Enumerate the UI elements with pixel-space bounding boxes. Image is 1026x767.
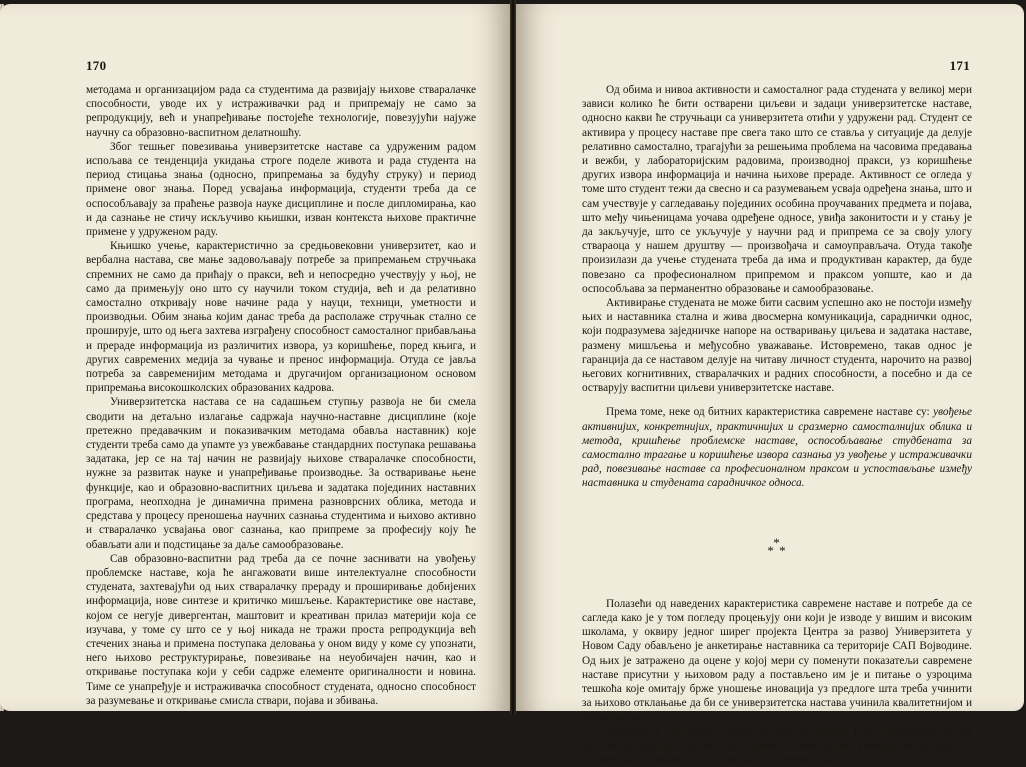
section-separator: * * *	[767, 534, 787, 558]
right-page	[516, 4, 1024, 766]
right-page-text	[582, 83, 972, 767]
paragraph: Универзитетска настава се на садашњем ступњу развоја не би смела сводити на детаљно излагање садржаја научно-наставне дисциплине (које претежно предавачким и показивачким методама обавља наставник) које студенти треба само да упамте уз увежбавање стандардних поступака решавања задатака, јер се на тај начин не развијају њихове стваралачке способности, нужне за развитак науке и унапређивање производње. За остваривање њене функције, као и образовно-васпитних циљева и задатака појединих наставних програма, неопходна је динамична примена разноврсних облика, метода и средстава у процесу преношења научних сазнања студентима и њихово активно и стваралачко усвајања овог сазнања, као припреме за професију коју ће обављати али и подстицање за даље самообразовање.	[86, 396, 476, 551]
paragraph: Сав образовно-васпитни рад треба да се почне заснивати на увођењу проблемске наставе, која ће ангажовати више интелектуалне способности студената, захтевајући од њих стваралачку прераду и проширивање добијених информација, нове синтезе и критичко мишљење. Карактеристике ове наставе, којом се негује дивергентан, маштовит и креативан прилаз материји која се изучава, у томе су што се у њој никада не тражи проста репродукција већ стечених знања и примена поступака деловања у оном виду у коме су упознати, него њихово реструктурирање, повезивање на неуобичајен начин, као и откривање поступака који у себи садрже елементе оригиналности и новина. Тиме се унапређује и истраживачка способност студената, односно способност за разумевање и откривање смисла ствари, појава и збивања.	[86, 552, 476, 707]
page-number: 170	[86, 58, 107, 73]
page-number: 171	[949, 58, 970, 73]
paragraph: Полазећи од наведених карактеристика савремене наставе и потребе да се сагледа како је у том погледу процењују они који је изводе у вишим и високим школама, у оквиру једног ширег пројекта Центра за развој Универзитета у Новом Саду обављено је анкетирање наставника са територије САП Војводине. Од њих је затражено да оцене у којој мери су поменути показатељи савремене наставе присутни у њиховом раду а постављено им је и питање о узроцима тешкоћа које омитају брже уношење иновација уз предлоге шта треба учинити за њихово отклањање да би се универзитетска настава учинила квалитетнијом и ефикаснијом.	[582, 597, 972, 724]
left-page-text	[86, 83, 476, 708]
paragraph: Због тешњег повезивања универзитетске наставе са удруженим радом испољава се тенденција укидања строге поделе живота и рада студента на период стицања знања (односно, припремања за будућу струку) и период примене овог знања. Поред усвајања информација, студенти треба да се оспособљавају за праћење развоја науке дисциплине и после дипломирања, као и да сазнање не стичу искључиво књишки, изван контекста њихове практичне примене у удруженом раду.	[86, 140, 476, 239]
paragraph: Активирање студената не може бити сасвим успешно ако не постоји између њих и наставника стална и жива двосмерна комуникација, сараднички однос, који подразумева заједничке напоре на остваривању циљева и задатака наставе, размену мишљења и међусобно уважавање. Истовремено, такав однос је гаранција да се наставом делује на читаву личност студента, нарочито на развој његових когнитивних, стваралачких и радних способности, а посебно и да се остварују васпитни циљеви универзитетске наставе.	[582, 297, 973, 395]
emphasis-paragraph	[582, 405, 972, 490]
paragraph: Књишко учење, карактеристично за средњовековни универзитет, као и вербална настава, све мање задовољавају потребе за припремањем стручњака спремних не само да прићају о пракси, већ и непосредно учествују у њој, не само да примењују оно што су научили током студија, већ и да релативно самостално откривају нове начине рада у науци, техници, уметности и производњи. Обим знања којим данас треба да располаже стручњак стално се проширује, што од њега захтева изграђену способност самосталног прибављања и прераде информација из различитих извора, уз коришћење, поред књига, и других савремених медија за чување и пренос информација. Отуда се јавља потреба за савременијим методама и другачијом организационом основом припремања високошколских образованих кадрова.	[86, 240, 476, 395]
paragraph: Анкетом је обухваћен узорак од 156 наставника (што представља 16,2% укупне популације од 962 наставника Новосадског универзитета), који је добијен на тај начин што су упитници упућени у ин-	[582, 725, 972, 766]
left-page	[0, 4, 510, 711]
paragraph: методама и организацијом рада са студентима да развијају њихове стваралачке способности, уводе их у истраживачки рад и припремају не само за репродукцију, већ и унапређивање постојеће технологије, повезујући најуже научну са образовно-васпитном делатношћу.	[86, 84, 476, 139]
emphasis-text: увођење активнијих, конкретнијих, практичнијих и сразмерно самосталнијих облика и метода, кришћење проблемске наставе, оспособљавање студбената за самостално трагање и коришћење извора сазнања уз увођење у истраживачки рад, повезивање наставе са професионалном праксом и успостављање између наставника и студената сарадничког односа.	[582, 406, 972, 490]
emphasis-intro: Према томе, неке од битних карактеристика савремене наставе су:	[606, 406, 934, 419]
paragraph: Од обима и нивоа активности и самосталног рада студената у великој мери зависи колико ће бити остварени циљеви и задаци универзитетске наставе, односно какви ће стручњаци са универзитета отићи у удружени рад. Студент се активира у процесу наставе пре свега тако што се ставља у ситуације да делује релативно самостално, трагајући за решењима проблема на часовима предавања и вежби, у лабораторијским радовима, производној пракси, уз коришћење других извора информација и начина њихове прераде. Активност се огледа у томе што студент тежи да свесно и са разумевањем усваја одређена знања, што и сам учествује у сагледавању појединих особина проучаваних предмета и појава, што међу чињеницама уочава одређене односе, увиђа законитости и у стању је да закључује, што се укључује у научни рад и припрема се за своју улогу ствараоца у нашем друштву — произвођача и самоуправљача. Отуда такође произилази да учење студената треба да има и продуктиван карактер, да буде повезано са професионалном припремом и праксом уопште, као и да оспособљава за перманентно образовање и самообразовање.	[582, 84, 972, 295]
